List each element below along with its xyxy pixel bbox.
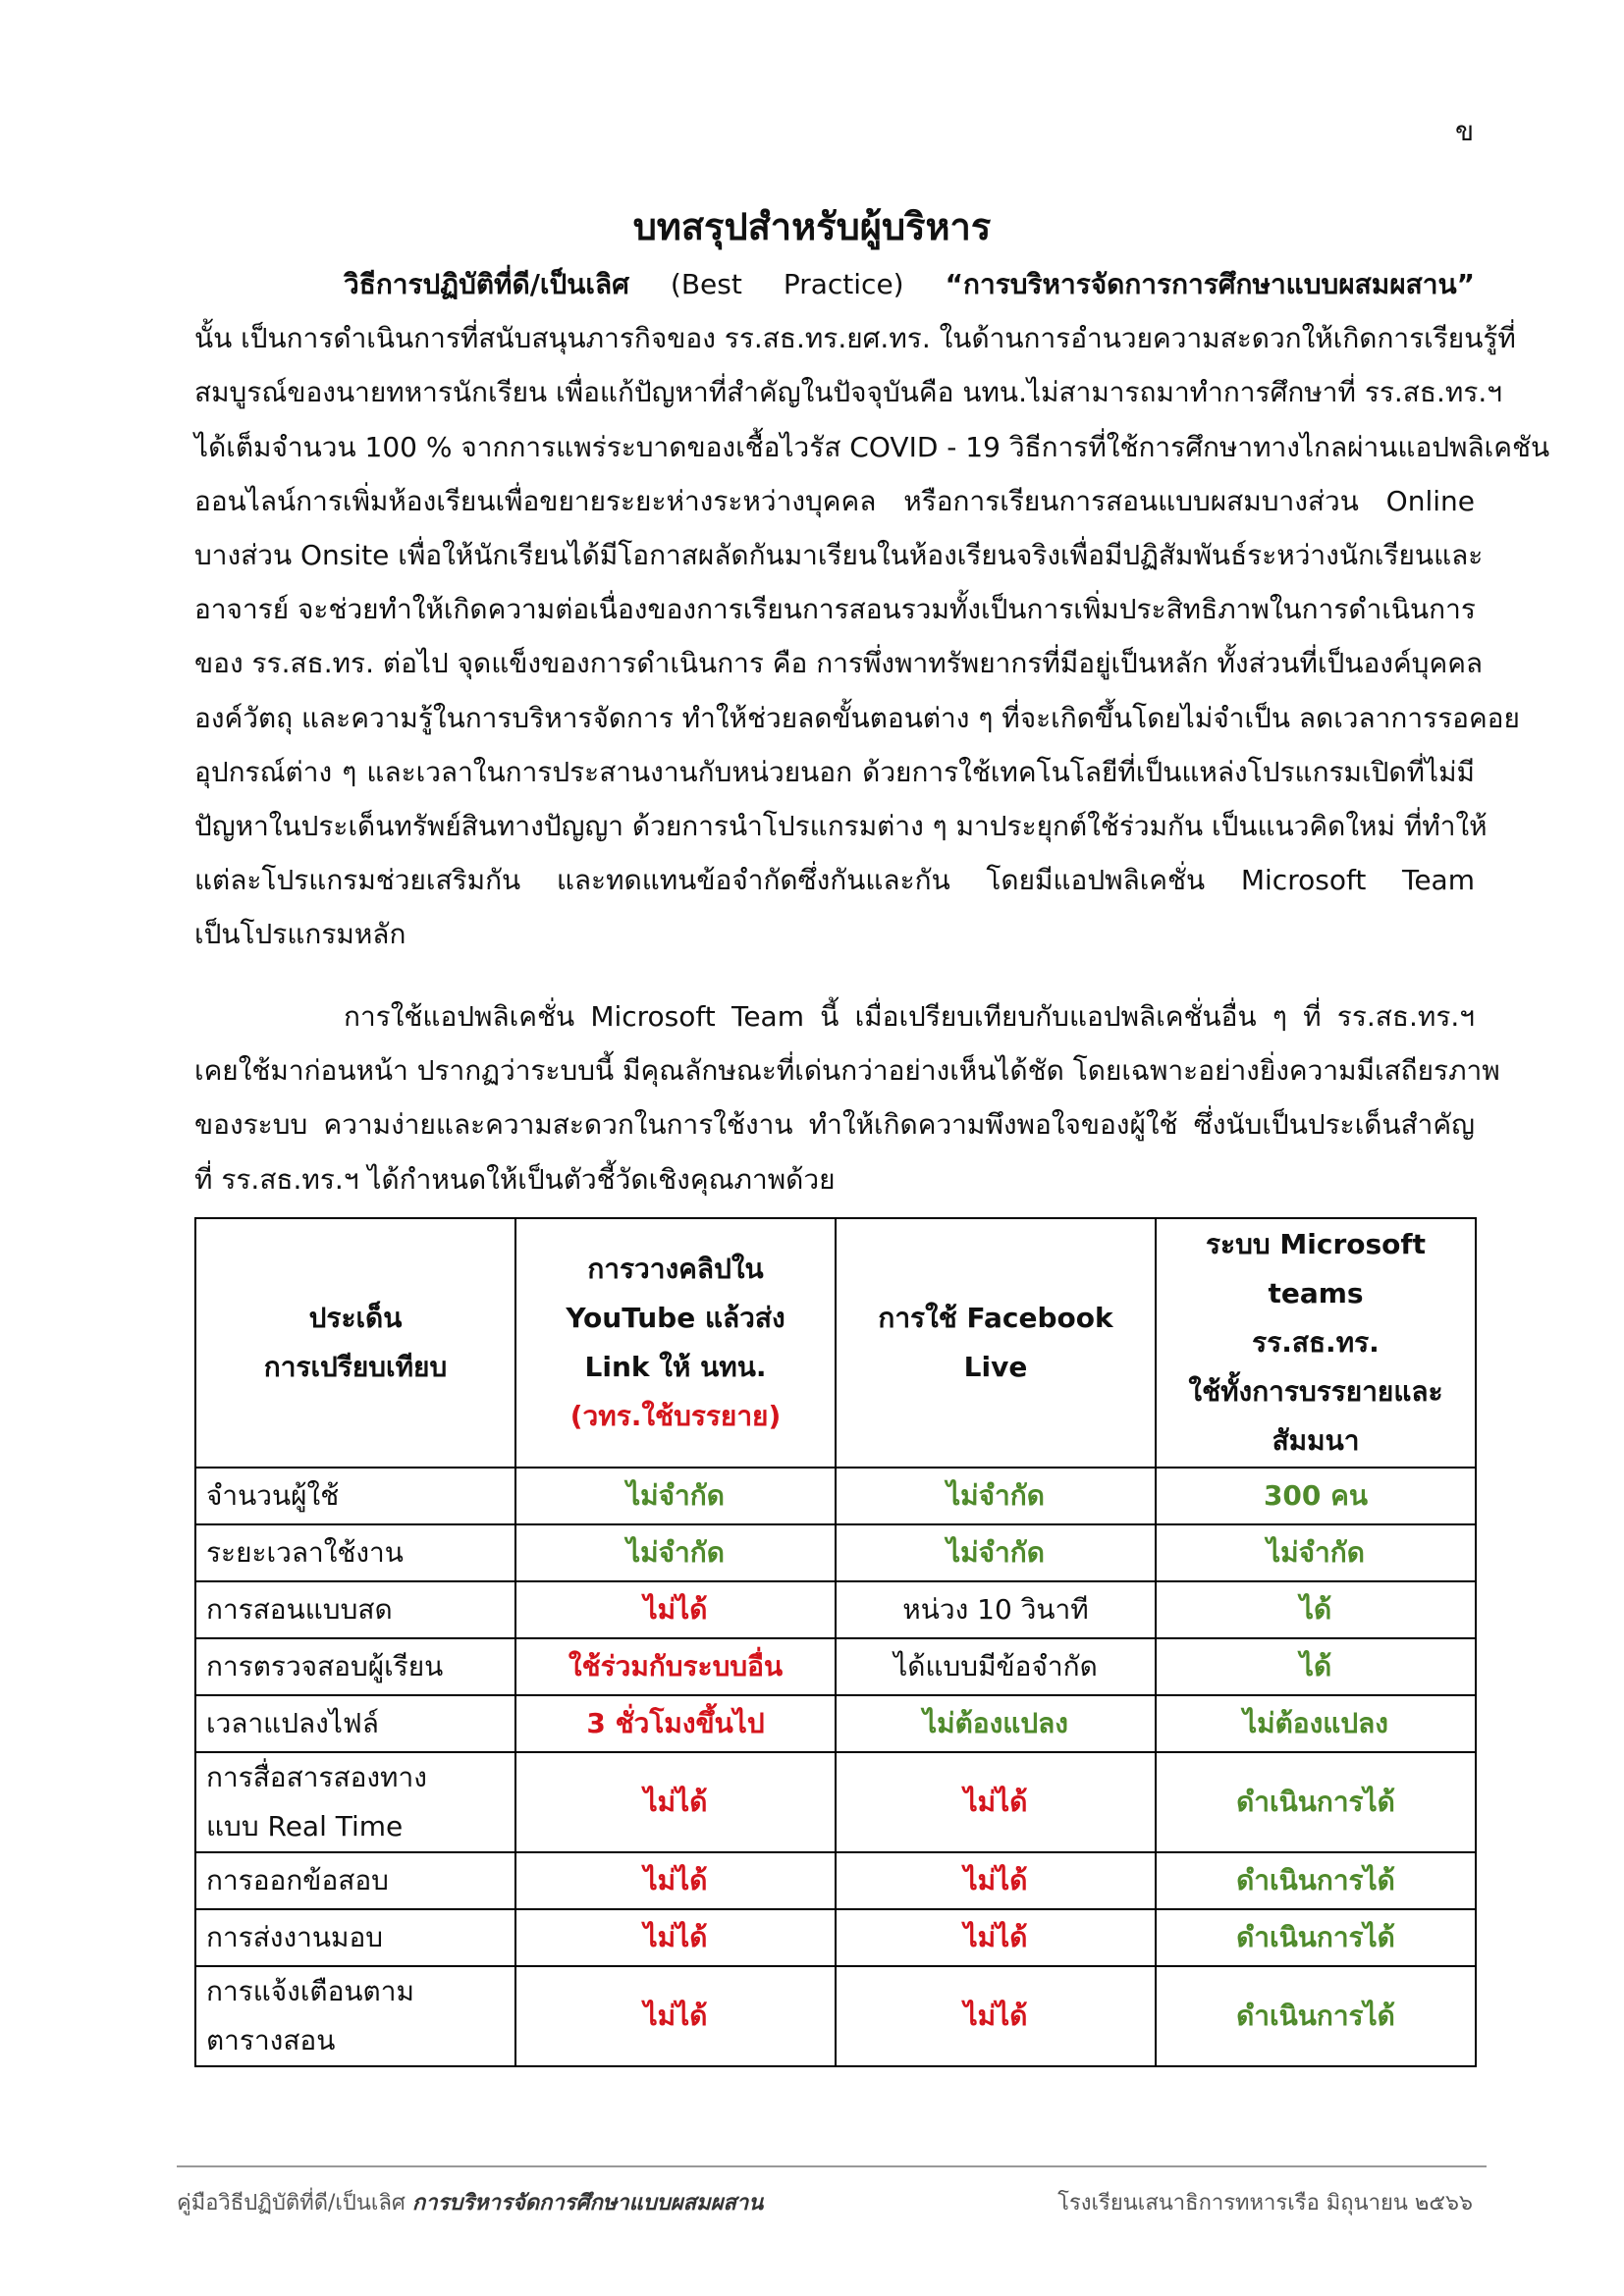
cell-youtube: ไม่ได้ [515,1581,836,1638]
lead-mid: (Best Practice) [628,268,946,300]
cell-facebook: ไม่จำกัด [836,1524,1156,1581]
table-row [195,1909,1476,1966]
cell-teams: ไม่ต้องแปลง [1156,1695,1476,1752]
table-row [195,1752,1476,1852]
paragraph-line: ของ รร.สธ.ทร. ต่อไป จุดแข็งของการดำเนินการ คือ การพึ่งพาทรัพยากรที่มีอยู่เป็นหลัก ทั้งส่วนที่เป็นองค์บุคคล [194,647,1484,680]
header-text: teams [1268,1277,1364,1309]
header-text: ประเด็น [308,1302,403,1334]
cell-youtube: ไม่จำกัด [515,1524,836,1581]
cell-teams: ดำเนินการได้ [1156,1852,1476,1909]
summary-paragraph-2 [194,989,1500,1206]
paragraph-line: แต่ละโปรแกรมช่วยเสริมกัน และทดแทนข้อจำกัดซึ่งกันและกัน โดยมีแอปพลิเคชั่น Microsoft Team [194,864,1475,897]
header-text: การใช้ Facebook [878,1302,1113,1334]
cell-youtube: ไม่ได้ [515,1852,836,1909]
paragraph-line: เป็นโปรแกรมหลัก [194,918,406,951]
paragraph-line: นั้น เป็นการดำเนินการที่สนับสนุนภารกิจของ รร.สธ.ทร.ยศ.ทร. ในด้านการอำนวยความสะดวกให้เกิดการเรียนรู้ที่ [194,322,1516,355]
cell-youtube: ไม่ได้ [515,1966,836,2066]
summary-paragraph-1 [194,257,1550,961]
paragraph-line: ออนไลน์การเพิ่มห้องเรียนเพื่อขยายระยะห่างระหว่างบุคคล หรือการเรียนการสอนแบบผสมบางส่วน Online [194,484,1475,517]
page-title: บทสรุปสำหรับผู้บริหาร [632,205,992,248]
lead-bold-quote: “การบริหารจัดการการศึกษาแบบผสมผสาน” [945,268,1475,300]
footer-right: โรงเรียนเสนาธิการทหารเรือ มิถุนายน ๒๕๖๖ [1057,2191,1473,2216]
header-text: Live [963,1351,1028,1383]
header-youtube [515,1218,836,1468]
table-row [195,1468,1476,1524]
header-text: รร.สธ.ทร. [1252,1326,1380,1359]
table-row [195,1524,1476,1581]
header-text: การเปรียบเทียบ [263,1351,448,1383]
header-text: สัมมนา [1272,1424,1360,1457]
row-label-line: การสื่อสารสองทาง [206,1761,427,1793]
row-label: จำนวนผู้ใช้ [195,1468,515,1524]
cell-teams: ดำเนินการได้ [1156,1752,1476,1852]
cell-youtube: ไม่จำกัด [515,1468,836,1524]
cell-youtube: ไม่ได้ [515,1752,836,1852]
row-label: การสอนแบบสด [195,1581,515,1638]
row-label-line: แบบ Real Time [206,1810,404,1842]
header-text: การวางคลิปใน [587,1253,764,1285]
cell-facebook: ไม่ได้ [836,1909,1156,1966]
header-facebook [836,1218,1156,1468]
page-number: ข [1455,115,1475,147]
footer-manual-title: คู่มือวิธีปฏิบัติที่ดี/เป็นเลิศ [177,2191,412,2216]
row-label [195,1966,515,2066]
cell-facebook: ไม่ได้ [836,1752,1156,1852]
cell-teams: ไม่จำกัด [1156,1524,1476,1581]
cell-teams: 300 คน [1156,1468,1476,1524]
cell-youtube: 3 ชั่วโมงขึ้นไป [515,1695,836,1752]
paragraph-line: ของระบบ ความง่ายและความสะดวกในการใช้งาน ทำให้เกิดความพึงพอใจของผู้ใช้ ซึ่งนับเป็นประเด็นสำคัญ [194,1108,1475,1142]
paragraph-line: การใช้แอปพลิเคชั่น Microsoft Team นี้ เมื่อเปรียบเทียบกับแอปพลิเคชั่นอื่น ๆ ที่ รร.สธ.ทร.ฯ [344,1000,1475,1033]
row-label: การตรวจสอบผู้เรียน [195,1638,515,1695]
row-label-line: การแจ้งเตือนตาม [206,1975,414,2007]
table-row [195,1852,1476,1909]
paragraph-1-lead [194,257,1475,311]
footer-manual-subject: การบริหารจัดการศึกษาแบบผสมผสาน [411,2191,764,2216]
cell-facebook: ไม่ได้ [836,1966,1156,2066]
footer-left [177,2185,763,2219]
row-label: การส่งงานมอบ [195,1909,515,1966]
cell-facebook: ได้แบบมีข้อจำกัด [836,1638,1156,1695]
paragraph-line: อุปกรณ์ต่าง ๆ และเวลาในการประสานงานกับหน่วยนอก ด้วยการใช้เทคโนโลยีที่เป็นแหล่งโปรแกรมเปิดที่ไม่มี [194,755,1475,788]
row-label: ระยะเวลาใช้งาน [195,1524,515,1581]
paragraph-line: ที่ รร.สธ.ทร.ฯ ได้กำหนดให้เป็นตัวชี้วัดเชิงคุณภาพด้วย [194,1162,836,1196]
paragraph-line: เคยใช้มาก่อนหน้า ปรากฏว่าระบบนี้ มีคุณลักษณะที่เด่นกว่าอย่างเห็นได้ชัด โดยเฉพาะอย่างยิ่งความมีเสถียรภาพ [194,1054,1500,1088]
cell-teams: ได้ [1156,1581,1476,1638]
paragraph-line: อาจารย์ จะช่วยทำให้เกิดความต่อเนื่องของการเรียนการสอนรวมทั้งเป็นการเพิ่มประสิทธิภาพในการดำเนินการ [194,593,1476,626]
header-note: (วทร.ใช้บรรยาย) [569,1400,782,1432]
table-row [195,1638,1476,1695]
row-label: การออกข้อสอบ [195,1852,515,1909]
cell-teams: ได้ [1156,1638,1476,1695]
header-text: ใช้ทั้งการบรรยายและ [1188,1375,1443,1408]
table-row [195,1695,1476,1752]
table-row [195,1581,1476,1638]
paragraph-line: สมบูรณ์ของนายทหารนักเรียน เพื่อแก้ปัญหาที่สำคัญในปัจจุบันคือ นทน.ไม่สามารถมาทำการศึกษาที่ รร.สธ.ทร.ฯ [194,376,1503,409]
header-text: YouTube แล้วส่ง [566,1302,785,1334]
cell-facebook: ไม่ต้องแปลง [836,1695,1156,1752]
lead-bold: วิธีการปฏิบัติที่ดี/เป็นเลิศ [344,268,629,300]
cell-youtube: ไม่ได้ [515,1909,836,1966]
header-topic [195,1218,515,1468]
paragraph-line: องค์วัตถุ และความรู้ในการบริหารจัดการ ทำให้ช่วยลดขั้นตอนต่าง ๆ ที่จะเกิดขึ้นโดยไม่จำเป็น ลดเวลาการรอคอย [194,701,1520,734]
cell-facebook: หน่วง 10 วินาที [836,1581,1156,1638]
cell-teams: ดำเนินการได้ [1156,1966,1476,2066]
comparison-table [194,1217,1477,2067]
cell-facebook: ไม่จำกัด [836,1468,1156,1524]
footer-divider [177,2165,1487,2167]
paragraph-line: ปัญหาในประเด็นทรัพย์สินทางปัญญา ด้วยการนำโปรแกรมต่าง ๆ มาประยุกต์ใช้ร่วมกัน เป็นแนวคิดใหม่ ที่ทำให้ [194,809,1488,842]
table-row [195,1966,1476,2066]
header-text: ระบบ Microsoft [1206,1228,1426,1260]
row-label-line: ตารางสอน [206,2024,336,2056]
cell-facebook: ไม่ได้ [836,1852,1156,1909]
row-label [195,1752,515,1852]
header-teams [1156,1218,1476,1468]
cell-youtube: ใช้ร่วมกับระบบอื่น [515,1638,836,1695]
paragraph-line: ได้เต็มจำนวน 100 % จากการแพร่ระบาดของเชื้อไวรัส COVID - 19 วิธีการที่ใช้การศึกษาทางไกลผ่านแอปพลิเคชัน [194,430,1550,463]
paragraph-line: บางส่วน Onsite เพื่อให้นักเรียนได้มีโอกาสผลัดกันมาเรียนในห้องเรียนจริงเพื่อมีปฏิสัมพันธ์ระหว่างนักเรียนและ [194,538,1484,571]
cell-teams: ดำเนินการได้ [1156,1909,1476,1966]
header-text: Link ให้ นทน. [584,1351,767,1383]
row-label: เวลาแปลงไฟล์ [195,1695,515,1752]
